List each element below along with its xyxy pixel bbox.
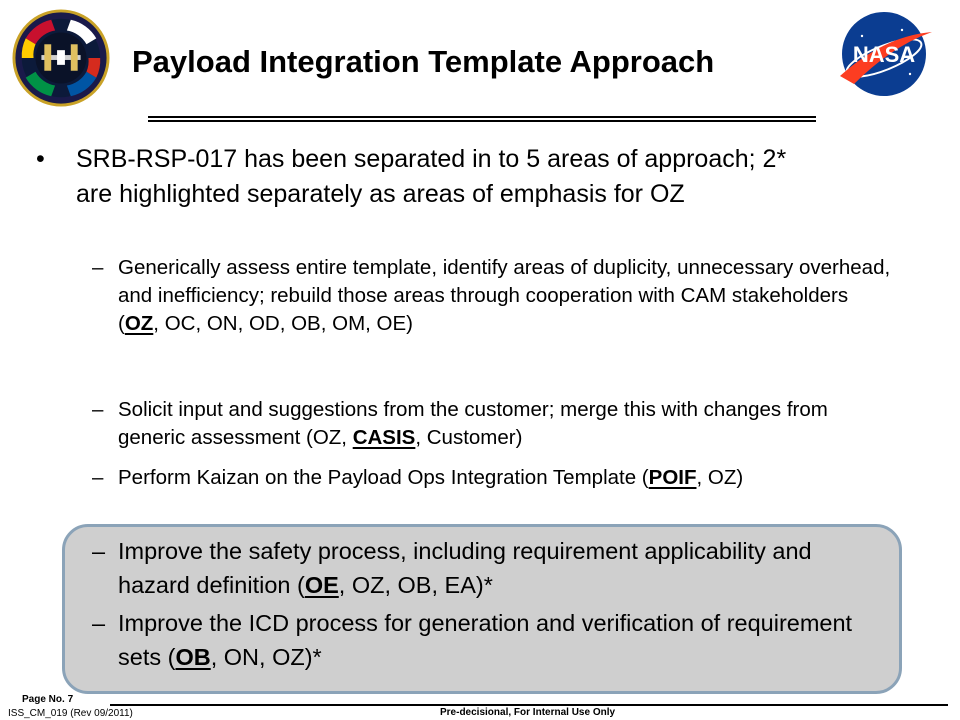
emphasized-org: OZ <box>124 312 154 335</box>
page-title: Payload Integration Template Approach <box>132 44 715 79</box>
sub-item-text: Perform Kaizan on the Payload Ops Integration Template (POIF, OZ) <box>118 466 744 489</box>
sub-item-emphasis <box>92 606 882 674</box>
main-bullet-text: SRB-RSP-017 has been separated in to 5 areas of approach; 2* are highlighted separately as areas of emphasis for OZ <box>76 145 787 208</box>
dash-icon: – <box>92 398 104 421</box>
classification-label: Pre-decisional, For Internal Use Only <box>440 707 616 718</box>
sub-item-text: Improve the ICD process for generation and verification of requirement sets (OB, ON, OZ)* <box>118 610 853 670</box>
page-number: Page No. 7 <box>22 694 74 705</box>
emphasized-org: OE <box>304 572 339 598</box>
emphasized-org: CASIS <box>352 426 416 449</box>
dash-icon: – <box>92 466 104 489</box>
sub-item-text: Improve the safety process, including requirement applicability and hazard definition (OE, OZ, OB, EA)* <box>118 538 812 598</box>
sub-item <box>92 254 892 338</box>
dash-icon: – <box>92 610 106 636</box>
sub-item-emphasis <box>92 534 882 602</box>
footer-divider <box>110 704 948 706</box>
emphasized-org: OB <box>175 644 211 670</box>
dash-icon: – <box>92 538 106 564</box>
emphasized-org: POIF <box>648 466 697 489</box>
dash-icon: – <box>92 256 104 279</box>
sub-item-text: Generically assess entire template, identify areas of duplicity, unnecessary overhead, and inefficiency; rebuild those areas through cooperation with CAM stakeholders (OZ, OC, ON, OD, OB, OM, OE) <box>118 256 891 335</box>
form-number: ISS_CM_019 (Rev 09/2011) <box>8 708 133 719</box>
sub-item <box>92 464 892 492</box>
bullet-dot-icon: • <box>36 145 45 173</box>
sub-item <box>92 396 892 452</box>
main-bullet <box>36 142 810 212</box>
sub-item-text: Solicit input and suggestions from the customer; merge this with changes from generic assessment (OZ, CASIS, Customer) <box>118 398 828 449</box>
nasa-logo-text: NASA <box>852 42 916 67</box>
